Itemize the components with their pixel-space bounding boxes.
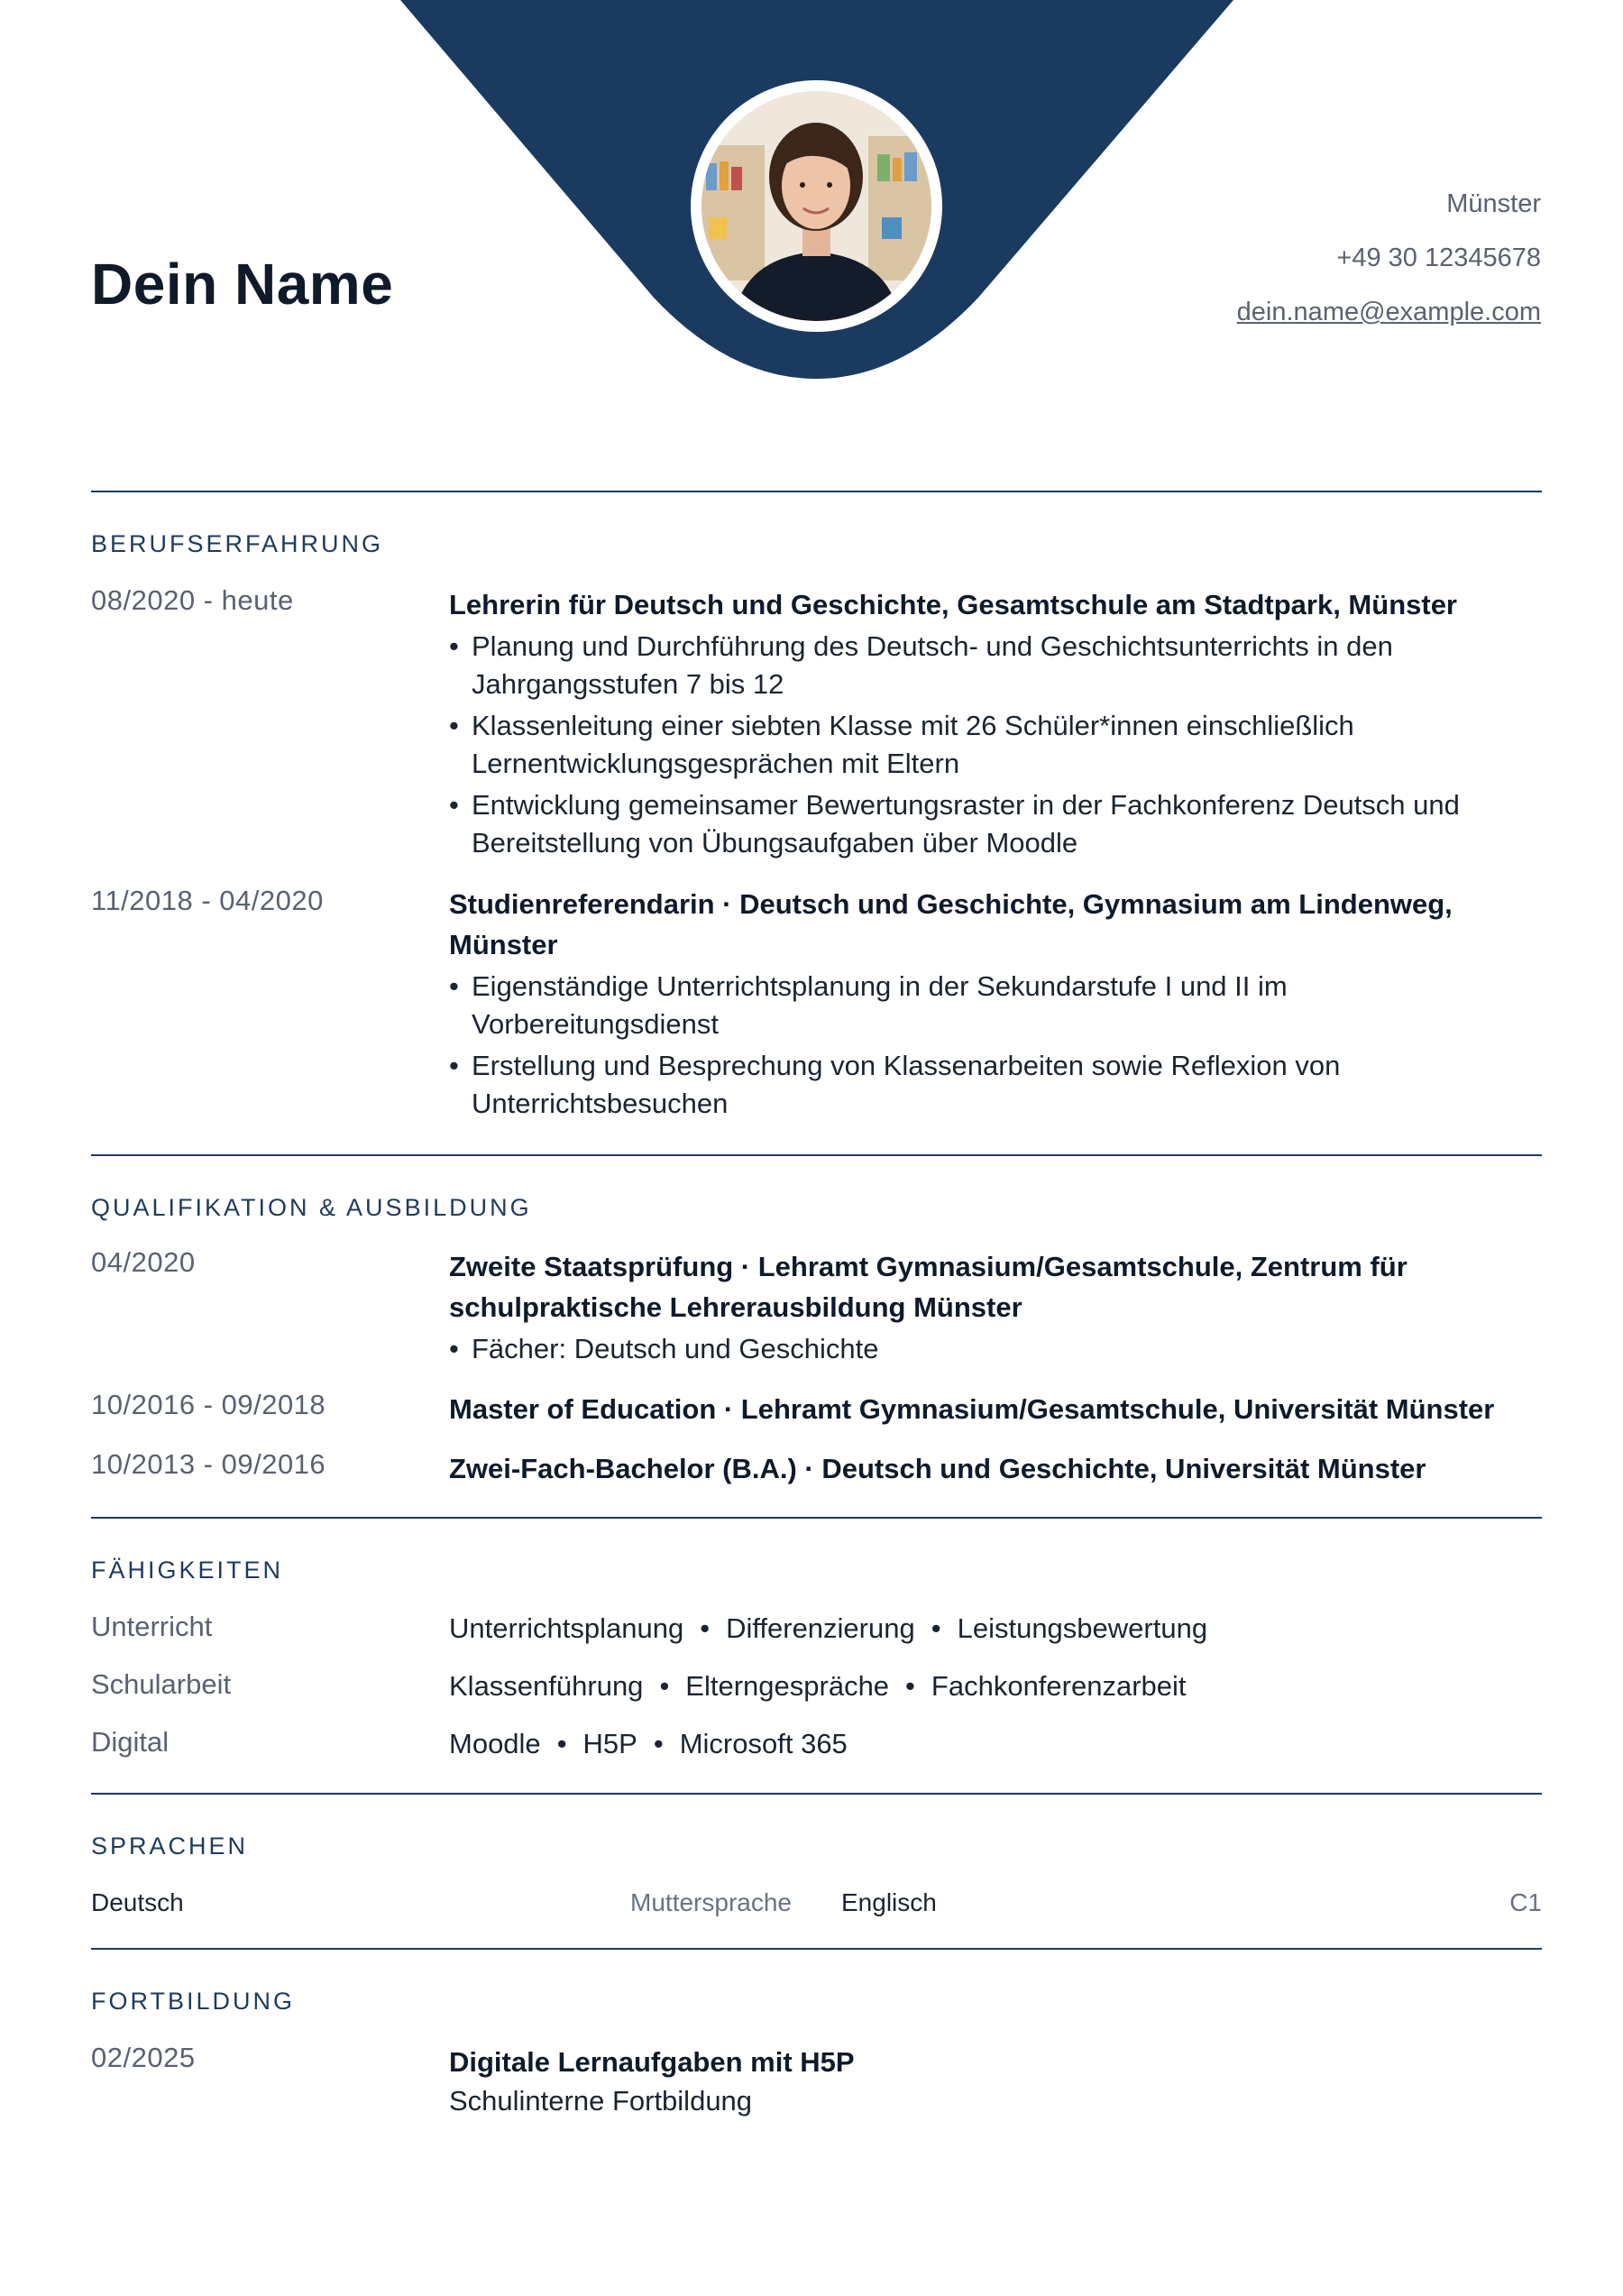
section-divider xyxy=(91,1517,1542,1519)
entry-title: Zwei-Fach-Bachelor (B.A.) · Deutsch und Geschichte, Universität Münster xyxy=(449,1453,1426,1484)
language-name: Deutsch xyxy=(91,1888,184,1916)
education-entry xyxy=(449,1246,1542,1372)
skill-item: Elterngespräche xyxy=(685,1670,890,1702)
candidate-name: Dein Name xyxy=(91,252,394,317)
training-entry xyxy=(449,2042,1542,2082)
skill-item: H5P xyxy=(582,1728,637,1759)
section-title-training: FORTBILDUNG xyxy=(91,1988,296,2015)
entry-date: 10/2013 - 09/2016 xyxy=(91,1448,326,1480)
entry-date: 02/2025 xyxy=(91,2042,196,2073)
section-divider xyxy=(91,1793,1542,1795)
skill-category: Schularbeit xyxy=(91,1668,232,1700)
skill-item: Unterrichtsplanung xyxy=(449,1612,684,1644)
language-level: C1 xyxy=(1509,1888,1542,1916)
bullet-item: • Planung und Durchführung des Deutsch- und Geschichtsunterrichts in den Jahrgangsstufen 7 bis 12 xyxy=(449,628,1542,703)
section-title-education: QUALIFIKATION & AUSBILDUNG xyxy=(91,1194,532,1221)
skill-list: Unterrichtsplanung • Differenzierung • Leistungsbewertung xyxy=(449,1612,1208,1644)
entry-subtitle: Schulinterne Fortbildung xyxy=(449,2085,753,2117)
skill-list: Klassenführung • Elterngespräche • Fachkonferenzarbeit xyxy=(449,1670,1187,1702)
skill-item: Leistungsbewertung xyxy=(957,1612,1208,1644)
bullet-item: • Klassenleitung einer siebten Klasse mit 26 Schüler*innen einschließlich Lernentwicklungsgesprächen mit Eltern xyxy=(449,707,1542,783)
skill-item: Differenzierung xyxy=(726,1612,915,1644)
skill-item: Klassenführung xyxy=(449,1670,644,1702)
skill-category: Unterricht xyxy=(91,1611,213,1642)
experience-entry xyxy=(449,884,1542,1126)
section-title-skills: FÄHIGKEITEN xyxy=(91,1557,284,1584)
entry-title: Studienreferendarin · Deutsch und Geschichte, Gymnasium am Lindenweg, Münster xyxy=(449,888,1453,960)
skill-list: Moodle • H5P • Microsoft 365 xyxy=(449,1728,848,1759)
entry-bullets xyxy=(449,628,1542,862)
bullet-item: • Fächer: Deutsch und Geschichte xyxy=(449,1330,1542,1368)
experience-entry xyxy=(449,584,1542,866)
contact-city: Münster xyxy=(1446,189,1541,218)
section-divider xyxy=(91,491,1542,492)
education-entry xyxy=(449,1448,1542,1489)
entry-date: 10/2016 - 09/2018 xyxy=(91,1389,326,1420)
entry-bullets xyxy=(449,1330,1542,1368)
section-title-experience: BERUFSERFAHRUNG xyxy=(91,530,384,557)
bullet-item: • Entwicklung gemeinsamer Bewertungsraster in der Fachkonferenz Deutsch und Bereitstellung von Übungsaufgaben über Moodle xyxy=(449,786,1542,862)
skill-item: Moodle xyxy=(449,1728,541,1759)
entry-date: 04/2020 xyxy=(91,1246,196,1278)
entry-date: 11/2018 - 04/2020 xyxy=(91,885,324,916)
education-entry xyxy=(449,1389,1542,1429)
contact-block xyxy=(1237,186,1541,348)
entry-title: Zweite Staatsprüfung · Lehramt Gymnasium/Gesamtschule, Zentrum für schulpraktische Lehrerausbildung Münster xyxy=(449,1251,1408,1323)
contact-phone[interactable]: +49 30 12345678 xyxy=(1336,243,1541,272)
entry-title: Lehrerin für Deutsch und Geschichte, Gesamtschule am Stadtpark, Münster xyxy=(449,589,1457,620)
section-title-languages: SPRACHEN xyxy=(91,1832,249,1860)
profile-photo xyxy=(691,80,942,332)
bullet-item: • Eigenständige Unterrichtsplanung in der Sekundarstufe I und II im Vorbereitungsdienst xyxy=(449,968,1542,1043)
skill-item: Microsoft 365 xyxy=(679,1728,848,1759)
entry-bullets xyxy=(449,968,1542,1123)
language-name: Englisch xyxy=(841,1888,937,1916)
section-divider xyxy=(91,1948,1542,1950)
bullet-item: • Erstellung und Besprechung von Klassenarbeiten sowie Reflexion von Unterrichtsbesuchen xyxy=(449,1047,1542,1123)
language-level: Muttersprache xyxy=(630,1888,792,1916)
section-divider xyxy=(91,1154,1542,1156)
entry-title: Digitale Lernaufgaben mit H5P xyxy=(449,2046,855,2078)
entry-title: Master of Education · Lehramt Gymnasium/Gesamtschule, Universität Münster xyxy=(449,1393,1495,1425)
skill-category: Digital xyxy=(91,1726,170,1758)
entry-date: 08/2020 - heute xyxy=(91,584,294,616)
contact-email-link[interactable]: dein.name@example.com xyxy=(1236,298,1541,326)
skill-item: Fachkonferenzarbeit xyxy=(931,1670,1187,1702)
